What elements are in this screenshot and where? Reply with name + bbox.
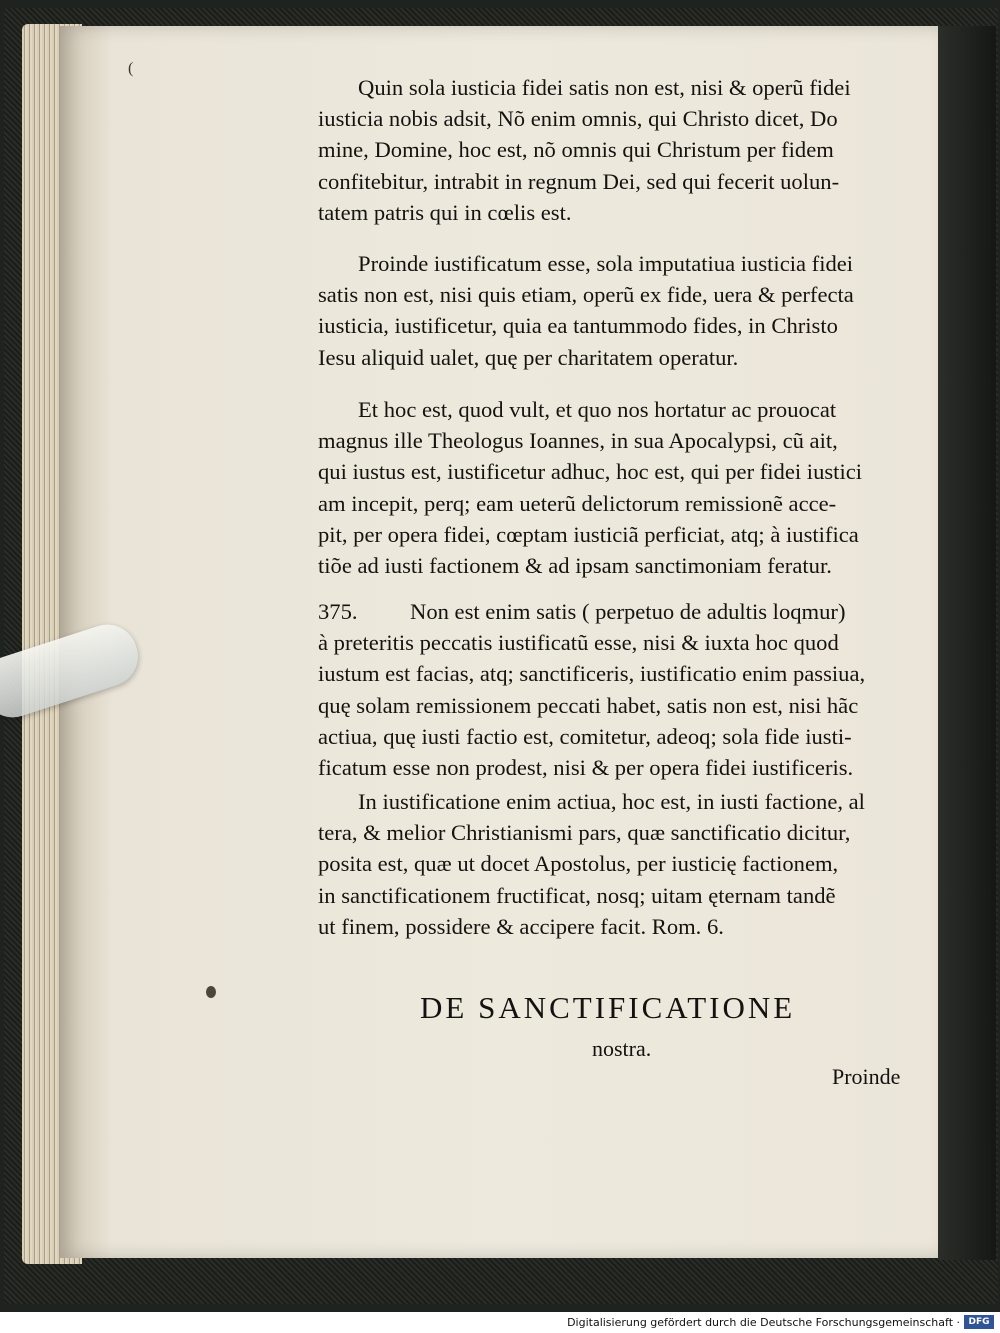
- paragraph-1: [318, 72, 918, 228]
- paragraph-3: [318, 394, 918, 581]
- text-line: confitebitur, intrabit in regnum Dei, sed qui fecerit uolun-: [318, 168, 840, 194]
- text-line: satis non est, nisi quis etiam, operũ ex fide, uera & perfecta: [318, 282, 854, 308]
- paragraph-number: 375.: [318, 599, 358, 624]
- paragraph-5: [318, 786, 918, 942]
- text-line: pit, per opera fidei, cœptam iusticiã perficiat, atq; à iustifica: [318, 521, 859, 547]
- text-line: à preteritis peccatis iustificatũ esse, nisi & iuxta hoc quod: [318, 630, 839, 656]
- text-line: mine, Domine, hoc est, nõ omnis qui Christum per fidem: [318, 137, 834, 163]
- text-line: quę solam remissionem peccati habet, satis non est, nisi hãc: [318, 692, 859, 718]
- text-line: am incepit, perq; eam ueterũ delictorum remissionẽ acce-: [318, 490, 837, 516]
- text-line: iusticia, iustificetur, quia ea tantummodo fides, in Christo: [318, 313, 838, 339]
- text-line: ut finem, possidere & accipere facit. Rom. 6.: [318, 913, 724, 939]
- text-line: in sanctificationem fructificat, nosq; uitam ęternam tandẽ: [318, 882, 836, 908]
- ink-spot: [206, 986, 216, 998]
- section-heading: DE SANCTIFICATIONE: [420, 990, 796, 1025]
- text-line: iustum est facias, atq; sanctificeris, iustificatio enim passiua,: [318, 661, 866, 687]
- text-line: ficatum esse non prodest, nisi & per opera fidei iustificeris.: [318, 755, 854, 781]
- section-heading-subtitle: nostra.: [592, 1036, 652, 1061]
- funding-credit: Digitalisierung gefördert durch die Deutsche Forschungsgemeinschaft ·: [567, 1316, 960, 1329]
- text-line: Proinde iustificatum esse, sola imputatiua iusticia fidei: [358, 251, 854, 276]
- catchword: Proinde: [832, 1064, 901, 1089]
- text-line: magnus ille Theologus Ioannes, in sua Apocalypsi, cũ ait,: [318, 428, 838, 454]
- dfg-logo: DFG: [964, 1315, 994, 1329]
- margin-mark: (: [128, 60, 134, 77]
- text-line: tiõe ad iusti factionem & ad ipsam sanctimoniam feratur.: [318, 553, 832, 579]
- text-line: [318, 596, 918, 627]
- text-line: tatem patris qui in cœlis est.: [318, 199, 572, 225]
- text-line: Quin sola iusticia fidei satis non est, nisi & operũ fidei: [358, 75, 851, 100]
- paragraph-2: [318, 248, 918, 373]
- text-line: In iustificatione enim actiua, hoc est, in iusti factione, al: [358, 789, 865, 814]
- text-line: posita est, quæ ut docet Apostolus, per iusticię factionem,: [318, 851, 839, 877]
- text-line: tera, & melior Christianismi pars, quæ sanctificatio dicitur,: [318, 820, 851, 846]
- text-line: Et hoc est, quod vult, et quo nos hortatur ac prouocat: [358, 397, 837, 422]
- paragraph-4: [318, 596, 918, 783]
- text-line: qui iustus est, iustificetur adhuc, hoc est, qui per fidei iustici: [318, 459, 863, 485]
- text-line: iusticia nobis adsit, Nõ enim omnis, qui Christo dicet, Do: [318, 106, 838, 132]
- text-line: actiua, quę iusti factio est, comitetur, adeoq; sola fide iusti-: [318, 723, 852, 749]
- text-line-content: Non est enim satis ( perpetuo de adultis loqmur): [410, 599, 846, 624]
- text-line: Iesu aliquid ualet, quę per charitatem operatur.: [318, 344, 739, 370]
- binding-edge: [938, 26, 996, 1260]
- footer-bar: [0, 1312, 1000, 1333]
